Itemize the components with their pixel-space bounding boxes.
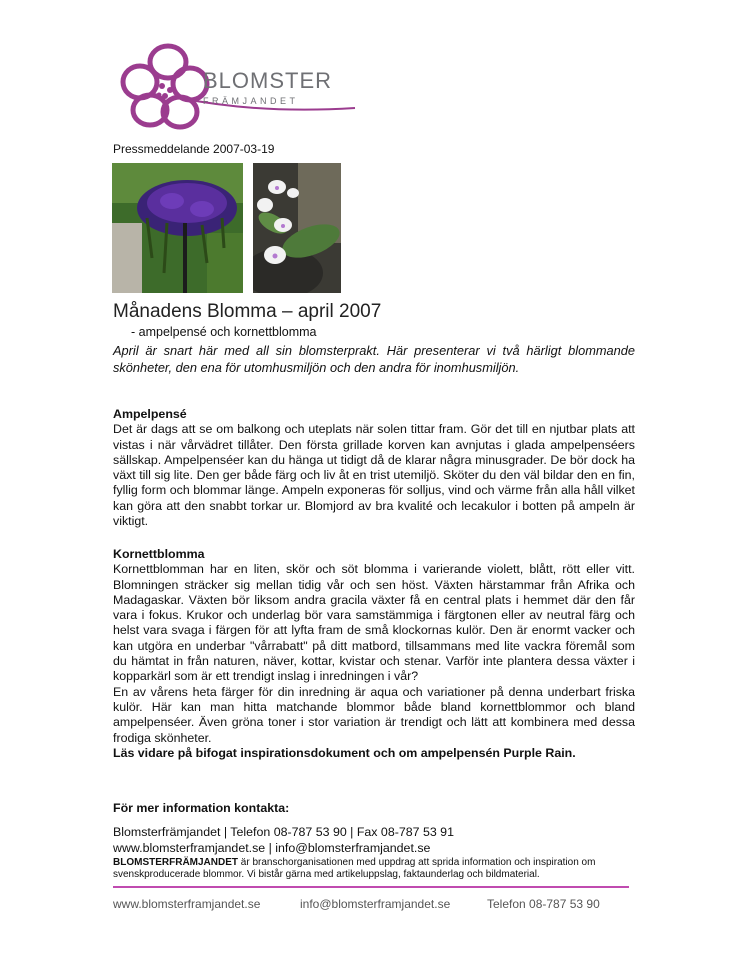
ampelpense-heading: Ampelpensé	[113, 407, 187, 421]
kornettblomma-body-2: En av vårens heta färger för din inredning är aqua och variationer på denna underbart friska kulör. Här kan man hitta matchande blommor både bland kornettblommor och bland ampelpenséer. Även gröna toner i stor variation är trendigt och lätt att kombinera med dessa frodiga skönheter.	[113, 684, 635, 745]
footer-divider	[113, 886, 629, 888]
intro-paragraph: April är snart här med all sin blomsterprakt. Här presenterar vi två härligt blommande skönheter, den ena för utomhusmiljön och den andra för inomhusmiljön.	[113, 343, 635, 375]
org-text: är branschorganisationen med uppdrag att sprida information och inspiration om svenskproducerade blommor. Vi bistår gärna med artikeluppslag, faktaunderlag och bildmaterial.	[113, 857, 596, 880]
press-release-date: Pressmeddelande 2007-03-19	[113, 142, 275, 156]
page-title: Månadens Blomma – april 2007	[113, 301, 382, 322]
kornettblomma-body-1: Kornettblomman har en liten, skör och söt blomma i varierande violett, blått, rött eller vitt. Blomningen sträcker sig mellan tidig vår och sen höst. Växten härstammar från Afrika och Madagaskar. Växten bör liksom andra gracila växter få en central plats i hemmet där den får vara i fokus. Krukor och underlag bör vara samstämmiga i färgtonen eller av neutral färg och helst vara svaga i färgen för att lyfta fram de små klockornas kulör. Den är enormt vacker och kan utgöra en underbar "vårrabatt" på ditt matbord, tillsammans med lite vackra föremål som du hämtat in från naturen, näver, kottar, kvistar och stenar. Varför inte plantera dessa växter i kopparkärl som är ett trendigt inslag i inredningen i vår?	[113, 562, 635, 684]
footer-email-link[interactable]: info@blomsterframjandet.se	[300, 897, 451, 911]
footer-website-link[interactable]: www.blomsterframjandet.se	[113, 897, 261, 911]
read-more-line: Läs vidare på bifogat inspirationsdokument och om ampelpensén Purple Rain.	[113, 745, 576, 760]
contact-phone-line: Blomsterfrämjandet | Telefon 08-787 53 90 | Fax 08-787 53 91	[113, 825, 454, 839]
contact-block	[113, 801, 643, 881]
blomsterframjandet-logo	[110, 40, 360, 130]
logo-tagline: FRÄMJANDET	[203, 96, 299, 106]
ampelpense-photo	[112, 163, 243, 293]
org-name: BLOMSTERFRÄMJANDET	[113, 857, 238, 868]
ampelpense-body: Det är dags att se om balkong och uteplats när solen tittar fram. Gör det till en njutbar plats att vistas i när vårvädret tillåter. Den första grillade korven kan avnjutas i glada ampelpenséers sällskap. Ampelpenséer kan du hänga ut tidigt då de klarar några minusgrader. De bör dock ha växt till sig lite. Den ger både färg och liv åt en trist utemiljö. Sköter du den väl bildar den en fin, fyllig form och blommar länge. Ampeln exponeras för solljus, vind och värme från alla håll vilket kan göra att den snabbt torkar ur. Blomjord av bra kvalité och lecakulor i botten på ampeln är viktigt.	[113, 422, 635, 529]
logo-wordmark: BLOMSTER	[203, 68, 333, 93]
contact-web-line: www.blomsterframjandet.se | info@blomsterframjandet.se	[113, 841, 431, 855]
kornettblomma-heading: Kornettblomma	[113, 547, 205, 561]
kornettblomma-photo	[253, 163, 341, 293]
contact-heading: För mer information kontakta:	[113, 801, 290, 815]
kornettblomma-section	[113, 547, 635, 761]
org-description	[113, 857, 643, 881]
page-subtitle: - ampelpensé och kornettblomma	[131, 325, 317, 339]
footer-phone: Telefon 08-787 53 90	[487, 897, 600, 911]
ampelpense-section	[113, 407, 635, 529]
